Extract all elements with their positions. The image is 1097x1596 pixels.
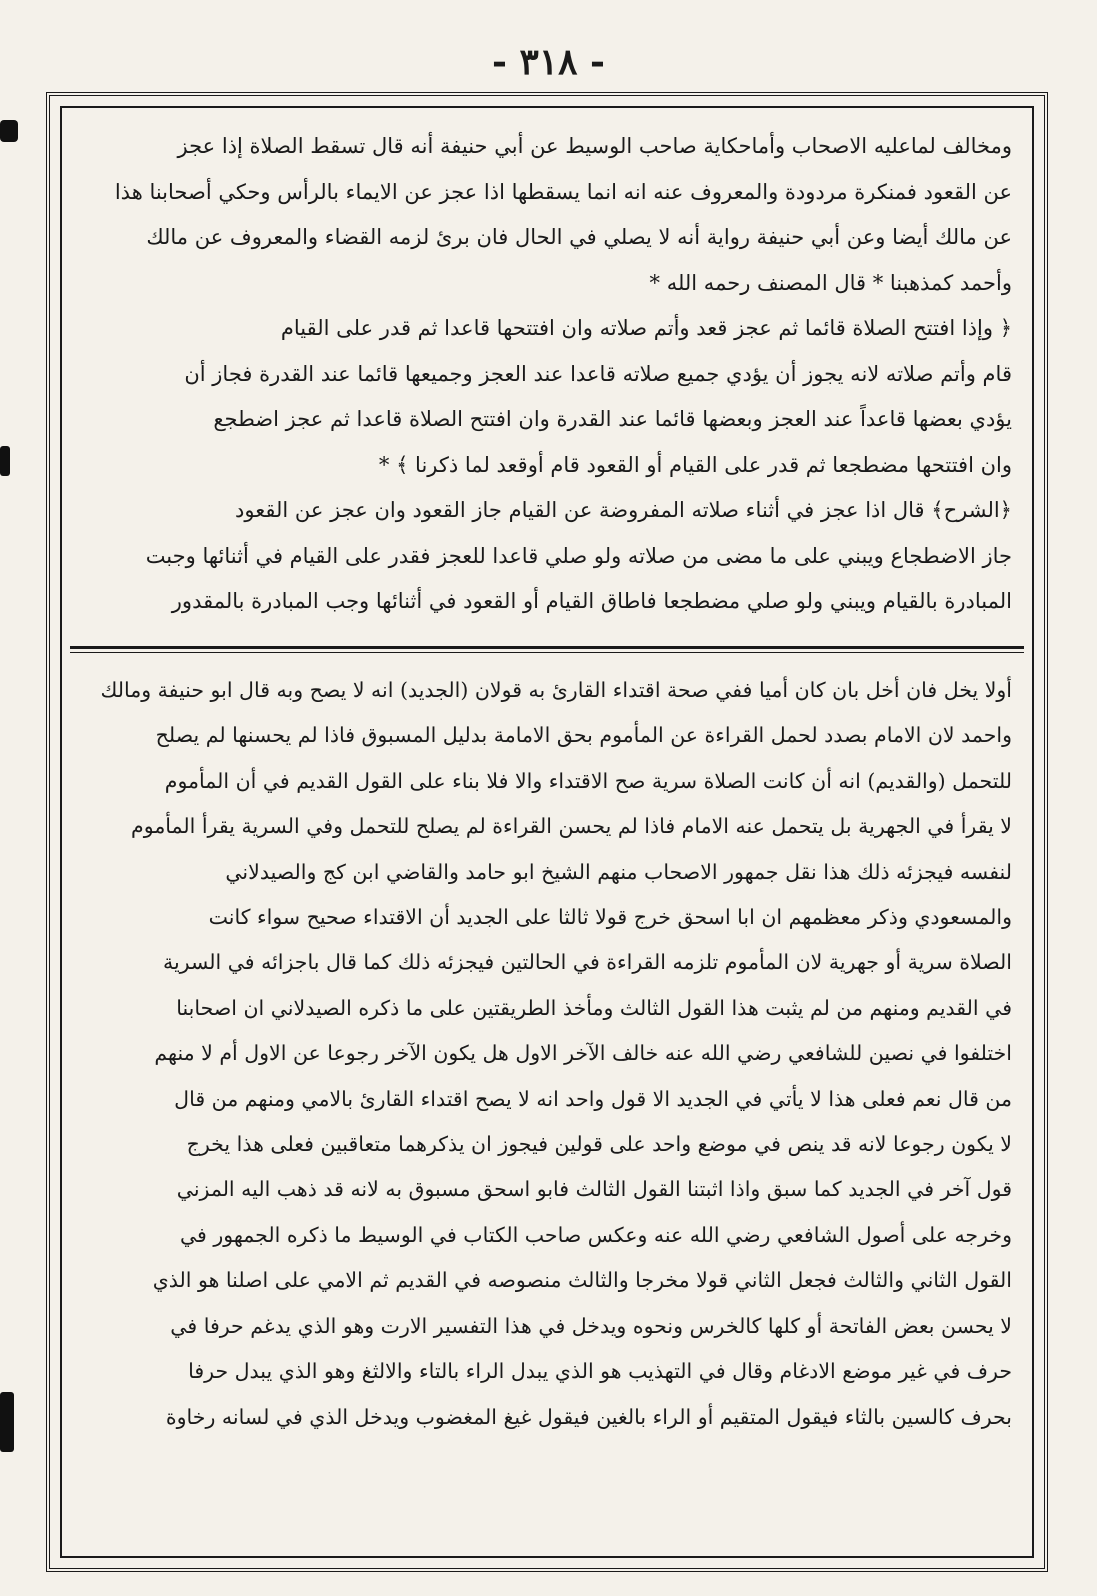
commentary-line: الصلاة سرية أو جهرية لان المأموم تلزمه القراءة في الحالتين فيجزئه ذلك كما قال باجزائه في السرية xyxy=(162,950,1012,975)
main-line: ﴿ وإذا افتتح الصلاة قائما ثم عجز قعد وأتم صلاته وان افتتحها قاعدا ثم قدر على القيام xyxy=(280,316,1012,340)
commentary-line: اختلفوا في نصين للشافعي رضي الله عنه خالف الآخر الاول هل يكون الآخر رجوعا عن الاول أم لا منهم xyxy=(154,1041,1012,1066)
main-line: قام وأتم صلاته لانه يجوز أن يؤدي جميع صلاته قاعدا عند العجز وجميعها قائما عند القدرة فجاز أن xyxy=(184,361,1012,386)
main-line: عن القعود فمنكرة مردودة والمعروف عنه انه انما يسقطها اذا عجز عن الايماء بالرأس وحكي أصحابنا هذا xyxy=(114,179,1012,204)
main-line: يؤدي بعضها قاعداً عند العجز وبعضها قائما عند القدرة وان افتتح الصلاة قاعدا ثم عجز اضطجع xyxy=(213,407,1012,431)
commentary-line: لا يكون رجوعا لانه قد ينص في موضع واحد على قولين فيجوز ان يذكرهما متعاقبين فعلى هذا يخرج xyxy=(186,1132,1012,1157)
scan-mark xyxy=(0,120,18,142)
section-divider xyxy=(70,646,1024,649)
main-line: وان افتتحها مضطجعا ثم قدر على القيام أو القعود قام أوقعد لما ذكرنا ﴾ * xyxy=(378,452,1012,477)
main-line: وأحمد كمذهبنا * قال المصنف رحمه الله * xyxy=(649,270,1012,295)
page-number: - ٣١٨ - xyxy=(492,41,605,83)
main-line: عن مالك أيضا وعن أبي حنيفة رواية أنه لا يصلي في الحال فان برئ لزمه القضاء والمعروف عن مالك xyxy=(146,225,1012,249)
commentary-line: للتحمل (والقديم) انه أن كانت الصلاة سرية صح الاقتداء والا فلا بناء على القول القديم في أن المأموم xyxy=(164,768,1012,793)
commentary-line: وخرجه على أصول الشافعي رضي الله عنه وعكس صاحب الكتاب في الوسيط ما ذكره الجمهور في xyxy=(179,1222,1012,1247)
scan-mark xyxy=(0,446,10,476)
main-text xyxy=(82,124,1012,625)
commentary-line: والمسعودي وذكر معظمهم ان ابا اسحق خرج قولا ثالثا على الجديد أن الاقتداء صحيح سواء كانت xyxy=(208,905,1012,930)
commentary-line: لا يحسن بعض الفاتحة أو كلها كالخرس ونحوه ويدخل في هذا التفسير الارت وهو الذي يدغم حرفا في xyxy=(170,1313,1012,1338)
commentary-line: قول آخر في الجديد كما سبق واذا اثبتنا القول الثالث فابو اسحق مسبوق به لانه قد ذهب اليه المزني xyxy=(176,1177,1012,1202)
page-inner-border xyxy=(60,106,1034,1558)
commentary-line: واحمد لان الامام بصدد لحمل القراءة عن المأموم بحق الامامة بدليل المسبوق فاذا لم يحسنها لم يصلح xyxy=(155,723,1012,748)
section-divider-thin xyxy=(70,652,1024,653)
page-frame xyxy=(46,92,1048,1572)
commentary-line: القول الثاني والثالث فجعل الثاني قولا مخرجا والثالث منصوصه في القديم ثم الامي على اصلنا هو الذي xyxy=(152,1268,1012,1293)
commentary-line: في القديم ومنهم من لم يثبت هذا القول الثالث ومأخذ الطريقتين على ما ذكره الصيدلاني ان اصحابنا xyxy=(176,995,1012,1020)
commentary-line: من قال نعم فعلى هذا لا يأتي في الجديد الا قول واحد انه لا يصح اقتداء القارئ بالامي ومنهم من قال xyxy=(174,1086,1012,1111)
commentary-line: حرف في غير موضع الادغام وقال في التهذيب هو الذي يبدل الراء بالتاء والالثغ وهو الذي يبدل حرفا xyxy=(188,1359,1012,1384)
main-line: المبادرة بالقيام ويبني ولو صلي مضطجعا فاطاق القيام أو القعود في أثنائها وجب المبادرة بالمقدور xyxy=(171,589,1012,613)
commentary-line: لا يقرأ في الجهرية بل يتحمل عنه الامام فاذا لم يحسن القراءة لم يصلح للتحمل وفي السرية يقرأ المأموم xyxy=(131,814,1012,839)
commentary-line: لنفسه فيجزئه ذلك هذا نقل جمهور الاصحاب منهم الشيخ ابو حامد والقاضي ابن كج والصيدلاني xyxy=(225,859,1012,884)
scan-mark xyxy=(0,1392,14,1452)
commentary-line: أولا يخل فان أخل بان كان أميا ففي صحة اقتداء القارئ به قولان (الجديد) انه لا يصح وبه قال ابو حنيفة ومالك xyxy=(100,678,1012,702)
commentary-line: بحرف كالسين بالثاء فيقول المتقيم أو الراء بالغين فيقول غيغ المغضوب ويدخل الذي في لسانه رخاوة xyxy=(165,1404,1012,1429)
commentary-text xyxy=(82,668,1012,1440)
main-line: ﴿الشرح﴾ قال اذا عجز في أثناء صلاته المفروضة عن القيام جاز القعود وان عجز عن القعود xyxy=(235,498,1012,522)
main-line: جاز الاضطجاع ويبني على ما مضى من صلاته ولو صلي قاعدا للعجز فقدر على القيام في أثنائها وجبت xyxy=(145,543,1012,568)
main-line: ومخالف لماعليه الاصحاب وأماحكاية صاحب الوسيط عن أبي حنيفة أنه قال تسقط الصلاة إذا عجز xyxy=(177,134,1012,158)
